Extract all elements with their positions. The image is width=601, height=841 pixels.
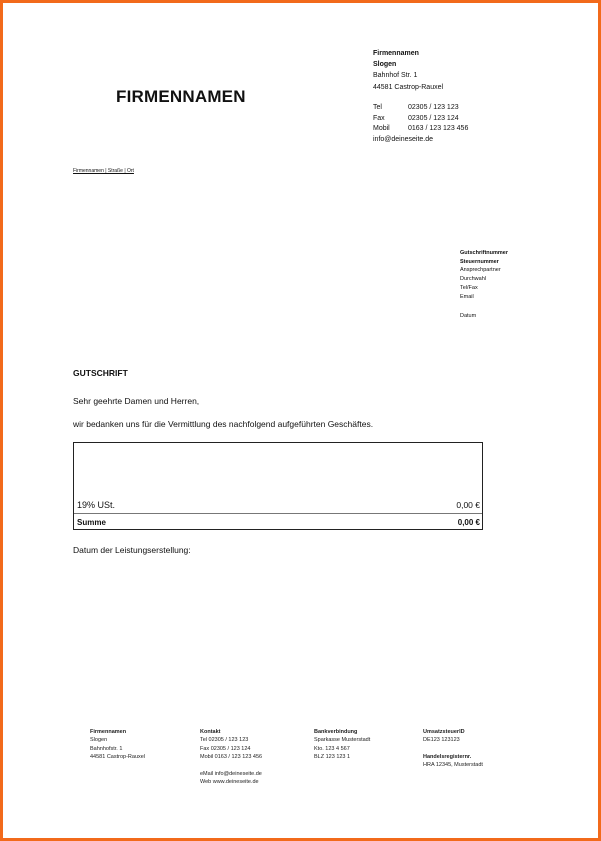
footer-bank-name: Sparkasse Musterstadt [314, 737, 371, 744]
sender-name: Firmennamen [373, 50, 419, 57]
footer-spacer [423, 745, 483, 753]
footer-contact [200, 728, 262, 786]
footer-tax-id: DE123 123123 [423, 737, 460, 744]
contact-value: 02305 / 123 123 [408, 104, 459, 111]
footer-tel: Tel 02305 / 123 123 [200, 737, 249, 744]
sender-slogan: Slogen [373, 61, 397, 69]
ref-line: Ansprechpartner [460, 267, 501, 274]
footer-bank-kto: Kto. 123 4 567 [314, 745, 350, 752]
contact-label: Fax [373, 114, 385, 122]
footer-bank-blz: BLZ 123 123 1 [314, 754, 351, 761]
sender-email: info@deineseite.de [373, 135, 434, 143]
footer-street: Bahnhofstr. 1 [90, 745, 123, 752]
sender-city: 44581 Castrop-Rauxel [373, 83, 444, 91]
footer-fax: Fax 02305 / 123 124 [200, 745, 251, 752]
footer-web: Web www.deineseite.de [200, 779, 259, 786]
return-address-line: Firmennamen | Straße | Ort [73, 168, 134, 174]
company-logo-text: FIRMENNAMEN [116, 87, 246, 106]
items-box [73, 442, 483, 530]
footer-register: HRA 12345, Musterstadt [423, 762, 483, 769]
footer-register-title: Handelsregisternr. [423, 753, 472, 760]
sum-label: Summe [77, 518, 106, 527]
footer-contact-title: Kontakt [200, 729, 221, 735]
ref-line: Tel/Fax [460, 284, 478, 291]
salutation: Sehr geehrte Damen und Herren, [73, 396, 200, 406]
sender-street: Bahnhof Str. 1 [373, 72, 418, 80]
reference-block [460, 249, 508, 301]
footer-spacer [200, 762, 262, 770]
contact-row [373, 124, 468, 135]
footer-email: eMail info@deineseite.de [200, 770, 262, 777]
vat-label: 19% USt. [77, 500, 116, 510]
contact-label: Mobil [373, 125, 390, 133]
document-heading: GUTSCHRIFT [73, 368, 128, 378]
footer-mobil: Mobil 0163 / 123 123 456 [200, 754, 263, 761]
vat-value: 0,00 € [456, 500, 480, 510]
ref-line: Steuernummer [460, 258, 499, 265]
contact-row [373, 114, 468, 125]
contact-label: Tel [373, 104, 382, 111]
footer-city: 44581 Castrop-Rauxel [90, 754, 146, 761]
sender-address [373, 48, 443, 93]
contact-value: 0163 / 123 123 456 [408, 125, 469, 133]
footer-tax [423, 728, 483, 770]
ref-line: Email [460, 293, 474, 300]
footer-name: Firmennamen [90, 729, 127, 735]
ref-line: Durchwahl [460, 276, 486, 283]
sum-separator [74, 513, 482, 514]
sender-contacts [373, 103, 468, 145]
ref-line: Gutschriftnummer [460, 250, 508, 256]
footer-bank [314, 728, 370, 762]
footer-company [90, 728, 145, 762]
footer-bank-title: Bankverbindung [314, 729, 358, 735]
body-text: wir bedanken uns für die Vermittlung des nachfolgend aufgeführten Geschäftes. [73, 419, 374, 429]
footer-slogan: Slogen [90, 737, 108, 744]
sum-value: 0,00 € [457, 518, 480, 527]
contact-row [373, 103, 468, 114]
contact-value: 02305 / 123 124 [408, 114, 459, 122]
performance-date-label: Datum der Leistungserstellung: [73, 545, 191, 555]
footer-tax-title: UmsatzsteuerID [423, 729, 465, 735]
ref-date-label: Datum [460, 313, 477, 319]
